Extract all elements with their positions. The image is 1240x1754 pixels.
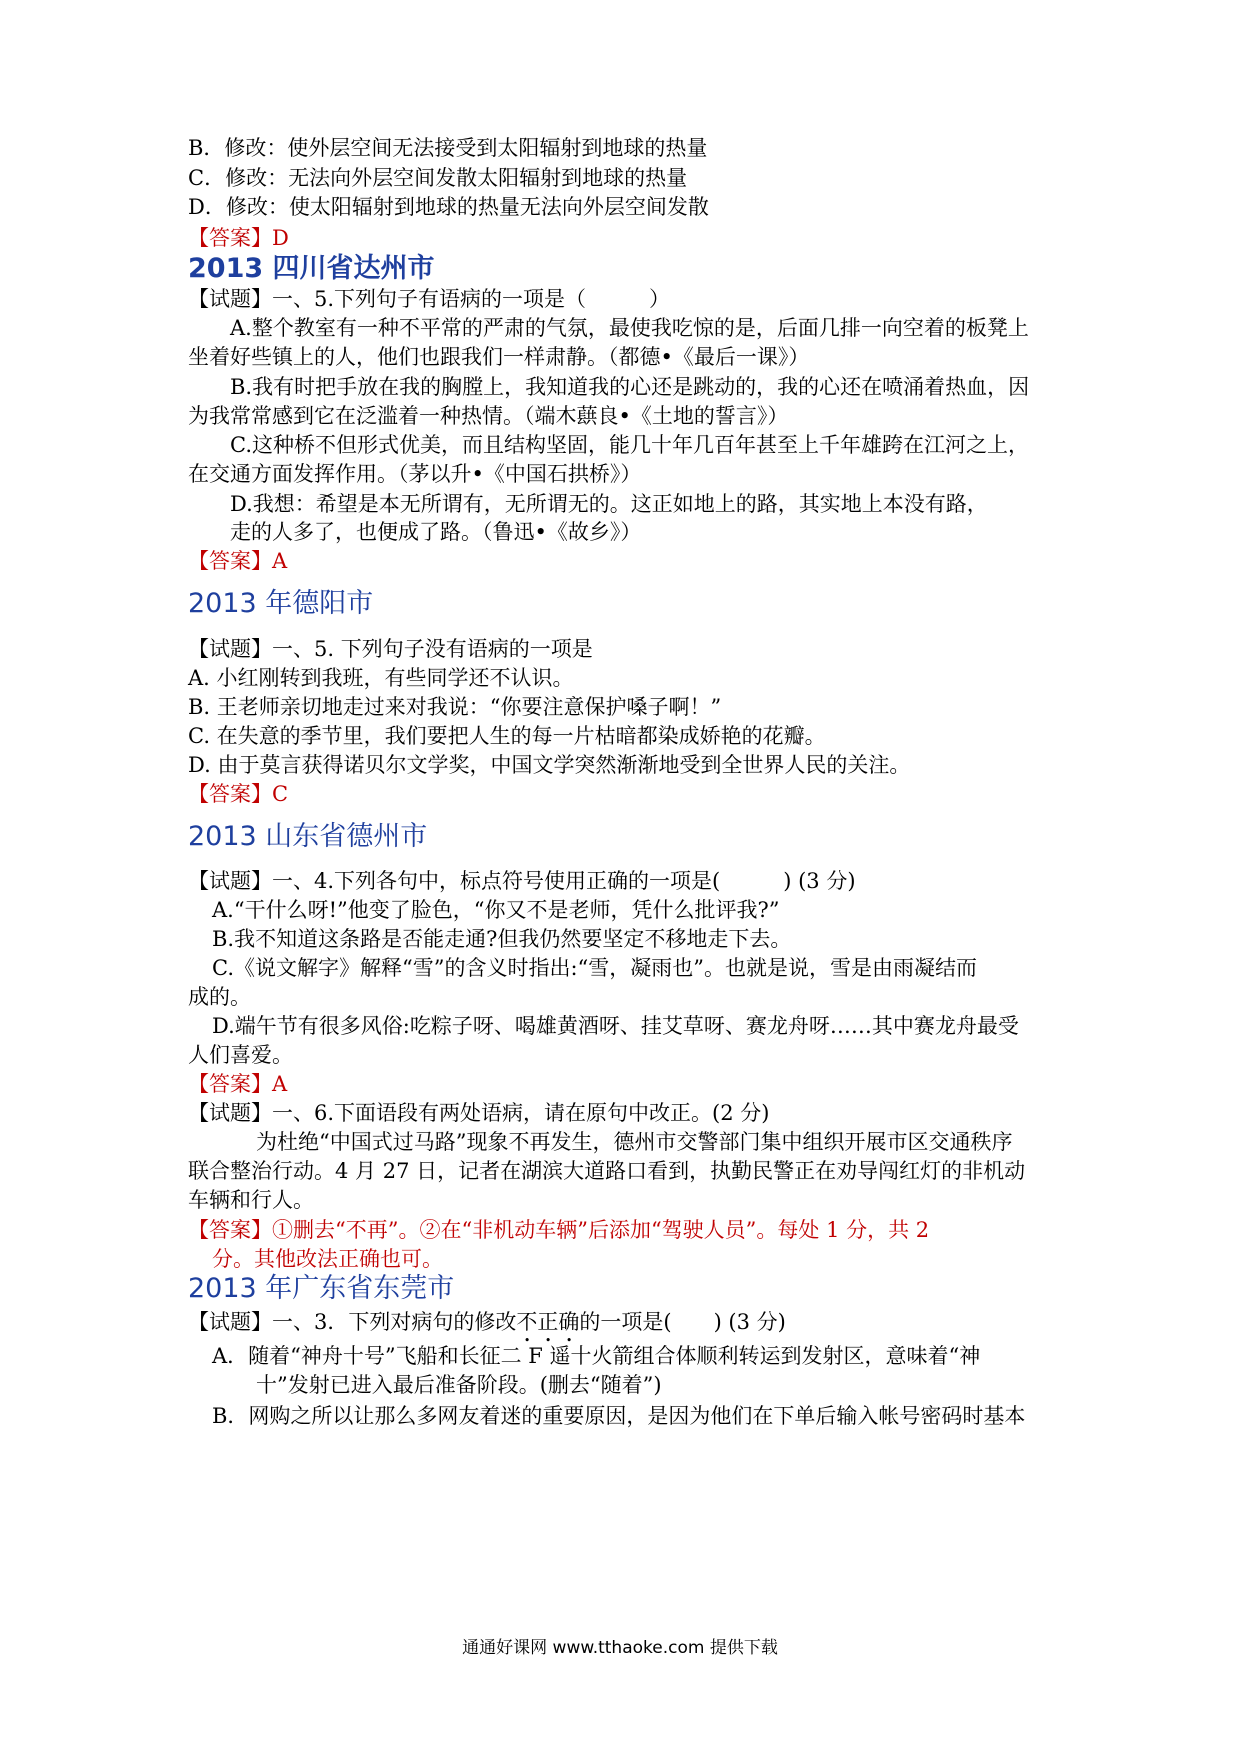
question-tag: 【试题】 (188, 1101, 272, 1125)
option-d-line1: D.端午节有很多风俗:吃粽子呀、喝雄黄酒呀、挂艾草呀、赛龙舟呀……其中赛龙舟最受 (212, 1014, 1019, 1038)
section-heading-dongguan: 2013 年广东省东莞市 (188, 1273, 455, 1304)
option-c-line1: C.这种桥不但形式优美，而且结构坚固，能几十年几百年甚至上千年雄跨在江河之上， (230, 433, 1029, 457)
answer-tag: 【答案】 (188, 549, 272, 573)
answer-tag: 【答案】 (188, 1218, 272, 1242)
option-b-line1: B.我有时把手放在我的胸膛上，我知道我的心还是跳动的，我的心还在喷涌着热血，因 (230, 375, 1030, 399)
option-d-line2: 走的人多了，也便成了路。（鲁迅•《故乡》） (230, 520, 642, 544)
option-a: A.“干什么呀!”他变了脸色，“你又不是老师，凭什么批评我?” (212, 898, 780, 922)
section-heading-dazhou: 2013 四川省达州市 (188, 253, 435, 284)
question-text: 一、5.下列句子有语病的一项是（ ） (272, 287, 671, 311)
option-b: B. 王老师亲切地走过来对我说：“你要注意保护嗓子啊！” (188, 695, 722, 719)
question-tag: 【试题】 (188, 287, 272, 311)
option-b-prev: B．修改：使外层空间无法接受到太阳辐射到地球的热量 (188, 136, 708, 160)
answer-value: A (272, 1072, 288, 1096)
answer-tag: 【答案】 (188, 226, 272, 250)
section-heading-deyang: 2013 年德阳市 (188, 588, 374, 619)
option-c-line2: 成的。 (188, 985, 251, 1009)
option-b: B.我不知道这条路是否能走通?但我仍然要坚定不移地走下去。 (212, 927, 792, 951)
question-text: 一、4.下列各句中，标点符号使用正确的一项是( ) (3 分) (272, 869, 856, 893)
question-dezhou-2 (188, 1098, 769, 1128)
option-a-line2: 十”发射已进入最后准备阶段。(删去“随着”) (256, 1373, 662, 1397)
page-footer: 通通好课网 www.tthaoke.com 提供下载 (462, 1638, 778, 1658)
answer-text-line2: 分。其他改法正确也可。 (212, 1247, 443, 1271)
option-c-line2: 在交通方面发挥作用。（茅以升•《中国石拱桥》） (188, 462, 642, 486)
question-text: 一、3．下列对病句的修改 (272, 1310, 517, 1334)
passage-line3: 车辆和行人。 (188, 1188, 314, 1212)
question-tag: 【试题】 (188, 1310, 272, 1334)
question-deyang (188, 634, 593, 664)
answer-value: A (272, 549, 288, 573)
option-b-line2: 为我常常感到它在泛滥着一种热情。（端木蕻良•《土地的誓言》） (188, 404, 789, 428)
question-emphasis: 不正确 (516, 1310, 580, 1334)
passage-line1: 为杜绝“中国式过马路”现象不再发生，德州市交警部门集中组织开展市区交通秩序 (256, 1130, 1013, 1154)
answer-prev (188, 223, 289, 253)
answer-dezhou-2 (188, 1215, 929, 1245)
option-c-line1: C.《说文解字》解释“雪”的含义时指出:“雪，凝雨也”。也就是说，雪是由雨凝结而 (212, 956, 978, 980)
option-d-line2: 人们喜爱。 (188, 1043, 293, 1067)
answer-text: ①删去“不再”。②在“非机动车辆”后添加“驾驶人员”。每处 1 分，共 2 (272, 1218, 930, 1242)
answer-value: D (272, 226, 289, 250)
section-heading-dezhou: 2013 山东省德州市 (188, 821, 428, 852)
question-dezhou-1 (188, 866, 856, 896)
question-text-tail: 的一项是( ) (3 分) (579, 1310, 786, 1334)
option-a-line1: A.整个教室有一种不平常的严肃的气氛，最使我吃惊的是，后面几排一向空着的板凳上 (230, 316, 1029, 340)
answer-dezhou-1 (188, 1069, 287, 1099)
option-a: A. 小红刚转到我班，有些同学还不认识。 (188, 666, 574, 690)
question-text: 一、6.下面语段有两处语病，请在原句中改正。(2 分) (272, 1101, 770, 1125)
answer-deyang (188, 779, 288, 809)
option-a-line1: A．随着“神舟十号”飞船和长征二 F 遥十火箭组合体顺利转运到发射区，意味着“神 (212, 1344, 981, 1368)
question-tag: 【试题】 (188, 637, 272, 661)
option-d-line1: D.我想：希望是本无所谓有，无所谓无的。这正如地上的路，其实地上本没有路， (230, 492, 988, 516)
answer-tag: 【答案】 (188, 1072, 272, 1096)
option-b-line1: B．网购之所以让那么多网友着迷的重要原因，是因为他们在下单后输入帐号密码时基本 (212, 1404, 1026, 1428)
question-dazhou (188, 284, 670, 314)
option-d: D. 由于莫言获得诺贝尔文学奖，中国文学突然渐渐地受到全世界人民的关注。 (188, 753, 911, 777)
answer-value: C (272, 782, 289, 806)
option-d-prev: D．修改：使太阳辐射到地球的热量无法向外层空间发散 (188, 195, 709, 219)
option-a-line2: 坐着好些镇上的人，他们也跟我们一样肃静。（都德•《最后一课》） (188, 345, 810, 369)
option-c-prev: C．修改：无法向外层空间发散太阳辐射到地球的热量 (188, 166, 688, 190)
question-tag: 【试题】 (188, 869, 272, 893)
question-text: 一、5. 下列句子没有语病的一项是 (272, 637, 593, 661)
answer-dazhou (188, 546, 287, 576)
passage-line2: 联合整治行动。4 月 27 日，记者在湖滨大道路口看到，执勤民警正在劝导闯红灯的非机动 (188, 1159, 1026, 1183)
option-c: C. 在失意的季节里，我们要把人生的每一片枯暗都染成娇艳的花瓣。 (188, 724, 826, 748)
answer-tag: 【答案】 (188, 782, 272, 806)
